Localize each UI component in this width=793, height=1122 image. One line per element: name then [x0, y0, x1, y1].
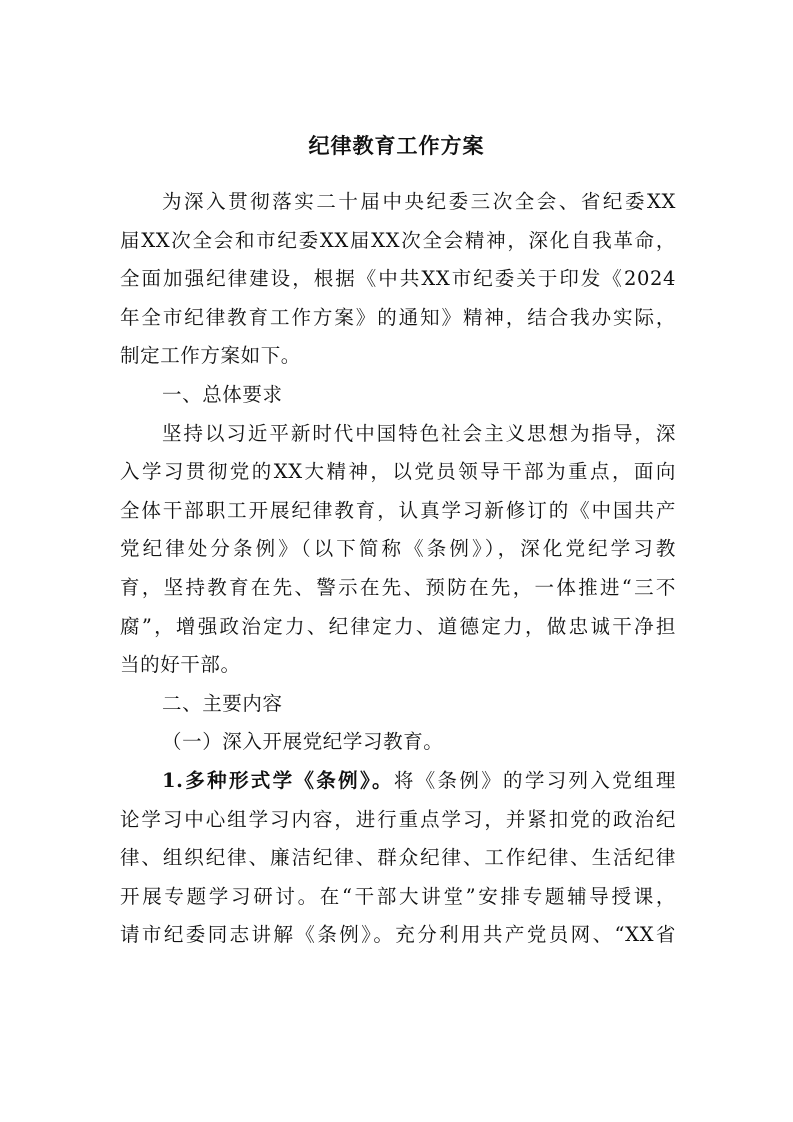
- section1-line-3: 全体干部职工开展纪律教育，认真学习新修订的《中国共产: [120, 498, 676, 522]
- intro-line-4: 年全市纪律教育工作方案》的通知》精神，结合我办实际，: [120, 305, 676, 329]
- item1-bold-heading: 1.多种形式学《条例》。: [162, 768, 394, 792]
- section1-line-7: 当的好干部。: [120, 653, 241, 677]
- section1-line-5: 育，坚持教育在先、警示在先、预防在先，一体推进“三不: [120, 575, 676, 599]
- intro-line-2: 届XX次全会和市纪委XX届XX次全会精神，深化自我革命，: [120, 228, 676, 252]
- item1-line-4: 开展专题学习研讨。在“干部大讲堂”安排专题辅导授课，: [120, 884, 676, 908]
- section1-line-4: 党纪律处分条例》（以下简称《条例》），深化党纪学习教: [120, 537, 676, 561]
- document-title: 纪律教育工作方案: [308, 133, 485, 158]
- item1-first-line-rest: 将《条例》的学习列入党组理: [393, 768, 676, 792]
- section-heading-main-content: 二、主要内容: [162, 691, 283, 715]
- section-heading-overall-requirements: 一、总体要求: [162, 382, 283, 406]
- intro-line-3: 全面加强纪律建设，根据《中共XX市纪委关于印发《2024: [120, 267, 676, 291]
- item1-first-line: [120, 762, 676, 801]
- document-body: [120, 183, 676, 955]
- section1-line-6: 腐”，增强政治定力、纪律定力、道德定力，做忠诚干净担: [120, 614, 676, 638]
- intro-line-1: 为深入贯彻落实二十届中央纪委三次全会、省纪委XX: [162, 190, 676, 213]
- item1-line-5: 请市纪委同志讲解《条例》。充分利用共产党员网、“XX省: [120, 923, 676, 947]
- item1-line-3: 律、组织纪律、廉洁纪律、群众纪律、工作纪律、生活纪律: [120, 846, 676, 870]
- item1-line-2: 论学习中心组学习内容，进行重点学习，并紧扣党的政治纪: [120, 807, 676, 831]
- section1-line-1: 坚持以习近平新时代中国特色社会主义思想为指导，深: [162, 421, 676, 445]
- subsection-heading-party-discipline-study: （一）深入开展党纪学习教育。: [162, 730, 444, 754]
- intro-line-5: 制定工作方案如下。: [120, 344, 301, 368]
- section1-line-2: 入学习贯彻党的XX大精神，以党员领导干部为重点，面向: [120, 460, 676, 484]
